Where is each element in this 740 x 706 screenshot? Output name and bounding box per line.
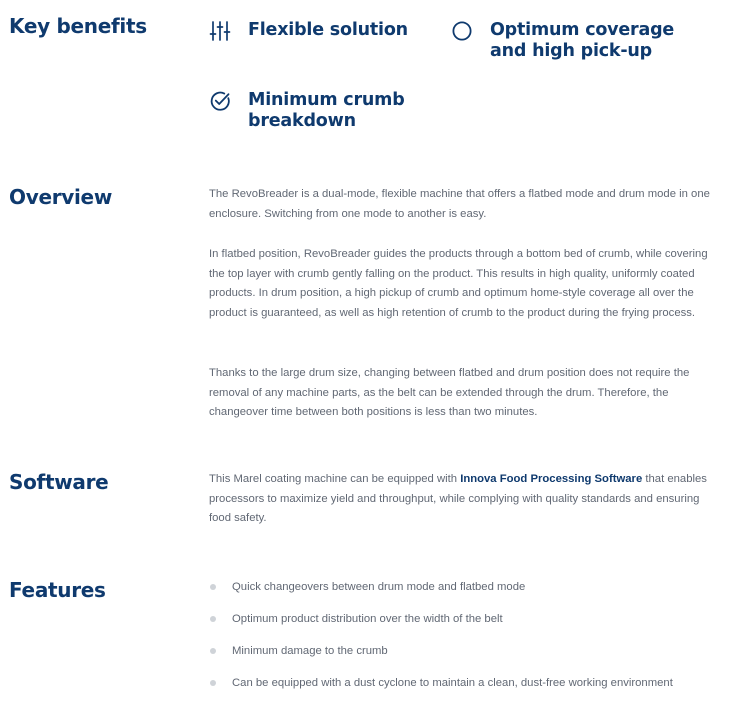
- overview-paragraph-1: The RevoBreader is a dual-mode, flexible machine that offers a flatbed mode and drum mode in one enclosure. Switching from one mode to another is easy.: [209, 188, 710, 220]
- benefit-label-line1: Minimum crumb: [248, 90, 405, 110]
- circle-icon: [451, 20, 473, 42]
- list-item: [209, 674, 673, 706]
- key-benefits-title: Key benefits: [9, 14, 147, 38]
- benefit-label-line2: breakdown: [248, 111, 356, 131]
- bullet-dot: [210, 648, 216, 654]
- overview-title: Overview: [9, 185, 113, 209]
- feature-text: Minimum damage to the crumb: [232, 645, 388, 657]
- feature-text: Optimum product distribution over the width of the belt: [232, 613, 503, 625]
- benefit-minimum-crumb-breakdown: [209, 90, 405, 132]
- benefit-label-line1: Optimum coverage: [490, 20, 675, 40]
- bullet-dot: [210, 616, 216, 622]
- list-item: [209, 610, 673, 642]
- check-circle-icon: [209, 90, 231, 112]
- features-list: [209, 578, 673, 706]
- overview-paragraph-2: In flatbed position, RevoBreader guides the products through a bottom bed of crumb, while covering the top layer with crumb gently falling on the product. This results in high quality, uniformly coated products. In drum position, a high pickup of crumb and optimum home-style coverage all over the product is guaranteed, as well as high retention of crumb to the product during the frying process.: [209, 248, 708, 319]
- feature-text: Quick changeovers between drum mode and flatbed mode: [232, 581, 526, 593]
- features-title: Features: [9, 578, 106, 602]
- benefit-label-line1: Flexible solution: [248, 20, 408, 40]
- benefit-optimum-coverage: [451, 20, 674, 62]
- innova-software-link[interactable]: Innova Food Processing Software: [460, 473, 643, 485]
- list-item: [209, 578, 673, 610]
- benefit-flexible-solution: [209, 20, 408, 42]
- bullet-dot: [210, 584, 216, 590]
- benefit-label-line2: and high pick-up: [490, 41, 653, 61]
- sliders-icon: [209, 20, 231, 42]
- software-title: Software: [9, 470, 109, 494]
- software-text-after: that enables processors to maximize yield and throughput, while complying with quality standards and ensuring food safety.: [209, 473, 707, 525]
- overview-paragraph-3: Thanks to the large drum size, changing between flatbed and drum position does not require the removal of any machine parts, as the belt can be extended through the drum. Therefore, the changeover time between both positions is less than two minutes.: [209, 367, 690, 419]
- feature-text: Can be equipped with a dust cyclone to maintain a clean, dust-free working environment: [232, 677, 673, 689]
- software-text-before: This Marel coating machine can be equipped with: [209, 473, 461, 485]
- software-paragraph: [209, 470, 724, 529]
- bullet-dot: [210, 680, 216, 686]
- list-item: [209, 642, 673, 674]
